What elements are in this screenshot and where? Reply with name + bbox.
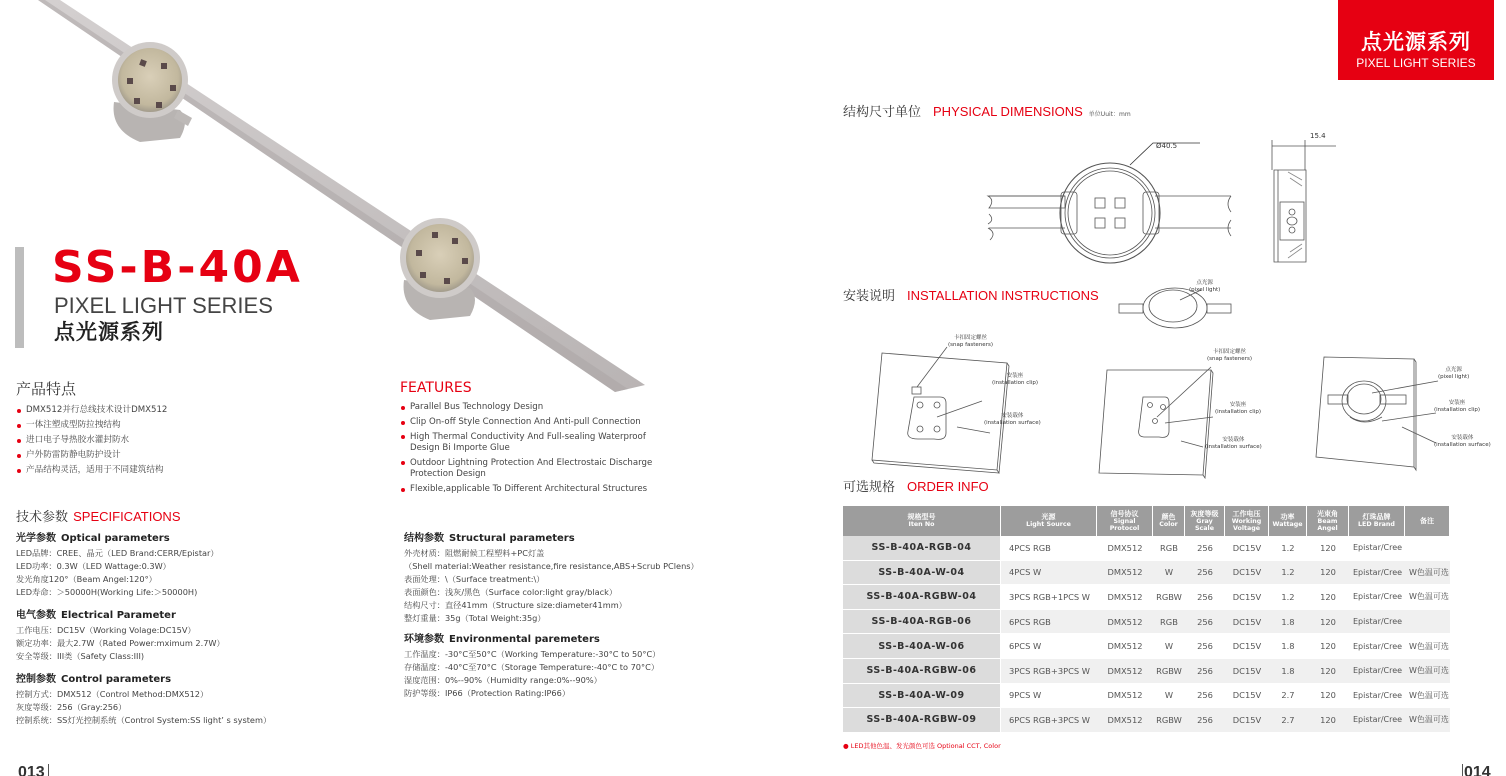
- order-footnote: ● LED其他色温、发光颜色可选 Optional CCT, Color: [843, 742, 1001, 750]
- cell-voltage: DC15V: [1225, 585, 1269, 610]
- optical-title-en: Optical parameters: [61, 533, 170, 544]
- cell-color: RGBW: [1153, 585, 1185, 610]
- spec-line: 外壳材质：阻燃耐候工程塑料+PC灯盖: [404, 548, 545, 558]
- cell-wattage: 2.7: [1269, 708, 1307, 733]
- spec-line: 防护等级：IP66（Protection Rating:IP66）: [404, 688, 571, 698]
- cell-protocol: DMX512: [1097, 536, 1153, 561]
- cell-voltage: DC15V: [1225, 684, 1269, 709]
- installation-clip-label-2: 安装座 (installation clip): [1215, 402, 1261, 415]
- product-model: SS-B-40A: [52, 242, 303, 293]
- electrical-title-cn: 电气参数: [16, 610, 56, 621]
- table-row: [843, 634, 1450, 659]
- spec-line: LED功率：0.3W（LED Wattage:0.3W）: [16, 561, 171, 571]
- cell-light-source: 4PCS RGB: [1001, 536, 1097, 561]
- cell-beam: 120: [1307, 536, 1349, 561]
- cell-note: [1405, 610, 1450, 635]
- structural-params: [404, 532, 699, 625]
- series-title-en: PIXEL LIGHT SERIES: [54, 293, 273, 318]
- electrical-params: [16, 609, 225, 663]
- spec-line: 工作电压：DC15V（Working Volage:DC15V）: [16, 625, 196, 635]
- dimensions-heading-cn: 结构尺寸单位: [843, 105, 922, 120]
- control-title-cn: 控制参数: [16, 674, 56, 685]
- cell-color: W: [1153, 561, 1185, 586]
- cell-beam: 120: [1307, 684, 1349, 709]
- cell-note: W色温可选: [1405, 684, 1450, 709]
- cell-protocol: DMX512: [1097, 561, 1153, 586]
- features-cn-heading: 产品特点: [16, 380, 77, 398]
- electrical-title-en: Electrical Parameter: [61, 610, 176, 621]
- col-item-no: 规格型号 Iten No: [843, 506, 1001, 536]
- features-en-heading: FEATURES: [400, 380, 472, 396]
- cell-voltage: DC15V: [1225, 536, 1269, 561]
- cell-color: W: [1153, 634, 1185, 659]
- dimensions-heading: [843, 101, 1131, 120]
- installation-surface-label: 安装载体 (installation surface): [984, 413, 1041, 426]
- cell-model: SS-B-40A-RGBW-04: [843, 585, 1001, 610]
- cell-voltage: DC15V: [1225, 634, 1269, 659]
- spec-line: 安全等级：III类（Safety Class:III): [16, 651, 145, 661]
- feature-en-item: Clip On-off Style Connection And Anti-pull Connection: [400, 415, 690, 430]
- environmental-params: [404, 633, 660, 700]
- cell-gray: 256: [1185, 684, 1225, 709]
- cell-wattage: 1.2: [1269, 585, 1307, 610]
- cell-model: SS-B-40A-W-04: [843, 561, 1001, 586]
- page-number-right: 014: [1464, 764, 1491, 776]
- col-signal-protocol: 信号协议 Signal Protocol: [1097, 506, 1153, 536]
- spec-line: 湿度范围：0%--90%（Humidlty range:0%--90%）: [404, 675, 602, 685]
- spec-line: 工作温度：-30°C至50°C（Working Temperature:-30°C to 50°C）: [404, 649, 661, 659]
- install-step-1: [862, 335, 1082, 475]
- cell-model: SS-B-40A-RGBW-06: [843, 659, 1001, 684]
- cell-voltage: DC15V: [1225, 708, 1269, 733]
- feature-cn-item: DMX512并行总线技术设计DMX512: [16, 403, 167, 418]
- col-color: 颜色 Color: [1153, 506, 1185, 536]
- specs-heading: [16, 506, 181, 527]
- feature-en-item: Outdoor Lightning Protection And Electrostaic Discharge Protection Design: [400, 456, 660, 482]
- cell-protocol: DMX512: [1097, 610, 1153, 635]
- page-number-divider: [48, 764, 49, 776]
- series-tag: [1338, 0, 1494, 80]
- cell-brand: Epistar/Cree: [1349, 708, 1405, 733]
- cell-gray: 256: [1185, 659, 1225, 684]
- cell-wattage: 1.2: [1269, 561, 1307, 586]
- cell-light-source: 3PCS RGB+3PCS W: [1001, 659, 1097, 684]
- cell-voltage: DC15V: [1225, 659, 1269, 684]
- diameter-label: Ø40.5: [1156, 142, 1178, 150]
- installation-surface-label-3: 安装载体 (installation surface): [1434, 435, 1491, 448]
- cell-voltage: DC15V: [1225, 561, 1269, 586]
- structural-title-cn: 结构参数: [404, 533, 444, 544]
- control-title-en: Control parameters: [61, 674, 172, 685]
- feature-cn-item: 产品结构灵活，适用于不同建筑结构: [16, 463, 167, 478]
- cell-color: RGBW: [1153, 708, 1185, 733]
- cell-model: SS-B-40A-RGBW-09: [843, 708, 1001, 733]
- features-cn: [16, 380, 167, 478]
- thickness-label: 15.4: [1310, 132, 1326, 140]
- installation-clip-label-3: 安装座 (installation clip): [1434, 400, 1480, 413]
- spec-line: LED寿命：＞50000H(Working Life:＞50000H): [16, 587, 198, 597]
- cell-gray: 256: [1185, 708, 1225, 733]
- col-led-brand: 灯珠品牌 LED Brand: [1349, 506, 1405, 536]
- series-tag-en: PIXEL LIGHT SERIES: [1356, 56, 1476, 70]
- cell-gray: 256: [1185, 634, 1225, 659]
- pixel-light-label: 点光源 (pixel light): [1189, 280, 1221, 293]
- series-title-cn: 点光源系列: [54, 320, 164, 344]
- cell-gray: 256: [1185, 536, 1225, 561]
- cell-color: W: [1153, 684, 1185, 709]
- cell-light-source: 4PCS W: [1001, 561, 1097, 586]
- feature-cn-item: 一体注塑成型防拉拽结构: [16, 418, 167, 433]
- cell-color: RGB: [1153, 610, 1185, 635]
- spec-line: （Shell material:Weather resistance,fire resistance,ABS+Scrub PClens）: [404, 561, 699, 571]
- table-row: [843, 684, 1450, 709]
- cell-light-source: 6PCS RGB: [1001, 610, 1097, 635]
- series-tag-cn: 点光源系列: [1361, 30, 1471, 54]
- cell-beam: 120: [1307, 708, 1349, 733]
- order-heading-cn: 可选规格: [843, 480, 896, 495]
- structural-title-en: Structural parameters: [449, 533, 575, 544]
- side-view-drawing: [1268, 130, 1338, 275]
- cell-protocol: DMX512: [1097, 684, 1153, 709]
- snap-fasteners-label: 卡扣固定螺丝 (snap fasteners): [948, 335, 993, 348]
- col-wattage: 功率 Wattage: [1269, 506, 1307, 536]
- cell-wattage: 1.8: [1269, 610, 1307, 635]
- spec-line: 额定功率：最大2.7W（Rated Power:mximum 2.7W）: [16, 638, 225, 648]
- cell-wattage: 1.2: [1269, 536, 1307, 561]
- dimensions-heading-en: PHYSICAL DIMENSIONS: [933, 104, 1083, 119]
- optical-title-cn: 光学参数: [16, 533, 56, 544]
- cell-wattage: 1.8: [1269, 659, 1307, 684]
- table-row: [843, 585, 1450, 610]
- feature-en-item: Flexible,applicable To Different Architectural Structures: [400, 482, 690, 497]
- feature-en-item: Parallel Bus Technology Design: [400, 400, 690, 415]
- environmental-title-en: Environmental paremeters: [449, 634, 600, 645]
- cell-note: W色温可选: [1405, 561, 1450, 586]
- spec-line: 表面处理：\（Surface treatment:\）: [404, 574, 545, 584]
- cell-brand: Epistar/Cree: [1349, 561, 1405, 586]
- optical-params: [16, 532, 219, 599]
- cell-protocol: DMX512: [1097, 708, 1153, 733]
- features-en: [400, 380, 690, 497]
- cell-beam: 120: [1307, 610, 1349, 635]
- table-row: [843, 708, 1450, 733]
- col-light-source: 光源 Light Source: [1001, 506, 1097, 536]
- installation-heading-cn: 安装说明: [843, 289, 896, 304]
- cell-color: RGBW: [1153, 659, 1185, 684]
- cell-light-source: 6PCS RGB+3PCS W: [1001, 708, 1097, 733]
- spec-line: 存储温度：-40°C至70°C（Storage Temperature:-40°C to 70°C）: [404, 662, 660, 672]
- cell-brand: Epistar/Cree: [1349, 659, 1405, 684]
- specs-heading-en: SPECIFICATIONS: [73, 509, 181, 524]
- title-accent-bar: [15, 247, 24, 348]
- cell-note: W色温可选: [1405, 585, 1450, 610]
- installation-heading: [843, 285, 1099, 304]
- cell-brand: Epistar/Cree: [1349, 684, 1405, 709]
- table-row: [843, 659, 1450, 684]
- spec-line: 表面颜色：浅灰/黑色（Surface color:light gray/black）: [404, 587, 618, 597]
- front-view-drawing: [985, 138, 1235, 268]
- feature-en-item: High Thermal Conductivity And Full-sealing Waterproof Design Bi Importe Glue: [400, 430, 660, 456]
- cell-note: W色温可选: [1405, 634, 1450, 659]
- cell-model: SS-B-40A-RGB-04: [843, 536, 1001, 561]
- spec-line: 发光角度120°（Beam Angel:120°）: [16, 574, 157, 584]
- order-heading-en: ORDER INFO: [907, 479, 989, 494]
- order-table: [843, 506, 1450, 733]
- spec-line: 结构尺寸：直径41mm（Structure size:diameter41mm）: [404, 600, 627, 610]
- cell-color: RGB: [1153, 536, 1185, 561]
- cell-gray: 256: [1185, 561, 1225, 586]
- cell-beam: 120: [1307, 585, 1349, 610]
- snap-fasteners-label-2: 卡扣固定螺丝 (snap fasteners): [1207, 349, 1252, 362]
- installation-clip-label: 安装座 (installation clip): [992, 373, 1038, 386]
- cell-protocol: DMX512: [1097, 634, 1153, 659]
- page-number-divider-right: [1462, 764, 1463, 776]
- install-step-2: [1095, 345, 1295, 480]
- page-number-left: 013: [18, 764, 45, 776]
- pixel-light-preview: [1115, 282, 1235, 332]
- cell-beam: 120: [1307, 634, 1349, 659]
- table-row: [843, 610, 1450, 635]
- cell-light-source: 9PCS W: [1001, 684, 1097, 709]
- cell-protocol: DMX512: [1097, 585, 1153, 610]
- install-step-3: [1310, 345, 1506, 480]
- cell-note: [1405, 536, 1450, 561]
- spec-line: 控制系统：SS灯光控制系统（Control System:SS light’ s system）: [16, 715, 272, 725]
- cell-protocol: DMX512: [1097, 659, 1153, 684]
- feature-cn-item: 户外防雷防静电防护设计: [16, 448, 167, 463]
- cell-wattage: 2.7: [1269, 684, 1307, 709]
- cell-wattage: 1.8: [1269, 634, 1307, 659]
- col-remarks: 备注: [1405, 506, 1450, 536]
- table-row: [843, 536, 1450, 561]
- cell-beam: 120: [1307, 561, 1349, 586]
- cell-voltage: DC15V: [1225, 610, 1269, 635]
- col-gray-scale: 灰度等级 Gray Scale: [1185, 506, 1225, 536]
- cell-brand: Epistar/Cree: [1349, 634, 1405, 659]
- cell-model: SS-B-40A-W-09: [843, 684, 1001, 709]
- col-working-voltage: 工作电压 Working Voltage: [1225, 506, 1269, 536]
- cell-brand: Epistar/Cree: [1349, 536, 1405, 561]
- spec-line: 控制方式：DMX512（Control Method:DMX512）: [16, 689, 209, 699]
- cell-beam: 120: [1307, 659, 1349, 684]
- cell-gray: 256: [1185, 585, 1225, 610]
- cell-model: SS-B-40A-RGB-06: [843, 610, 1001, 635]
- environmental-title-cn: 环境参数: [404, 634, 444, 645]
- control-params: [16, 673, 271, 727]
- cell-light-source: 3PCS RGB+1PCS W: [1001, 585, 1097, 610]
- cell-brand: Epistar/Cree: [1349, 610, 1405, 635]
- installation-surface-label-2: 安装载体 (installation surface): [1205, 437, 1262, 450]
- table-row: [843, 561, 1450, 586]
- dimensions-unit: 单位Uuit：mm: [1088, 111, 1131, 118]
- cell-brand: Epistar/Cree: [1349, 585, 1405, 610]
- installation-heading-en: INSTALLATION INSTRUCTIONS: [907, 288, 1099, 303]
- specs-heading-cn: 技术参数: [16, 510, 69, 525]
- col-beam-angle: 光束角 Beam Angel: [1307, 506, 1349, 536]
- order-heading: [843, 476, 989, 495]
- cell-note: W色温可选: [1405, 659, 1450, 684]
- cell-gray: 256: [1185, 610, 1225, 635]
- pixel-light-label-2: 点光源 (pixel light): [1438, 367, 1470, 380]
- spec-line: LED品牌：CREE、晶元（LED Brand:CERR/Epistar）: [16, 548, 219, 558]
- cell-note: W色温可选: [1405, 708, 1450, 733]
- spec-line: 整灯重量：35g（Total Weight:35g）: [404, 613, 546, 623]
- cell-model: SS-B-40A-W-06: [843, 634, 1001, 659]
- spec-line: 灰度等级：256（Gray:256）: [16, 702, 127, 712]
- feature-cn-item: 进口电子导热胶水灌封防水: [16, 433, 167, 448]
- cell-light-source: 6PCS W: [1001, 634, 1097, 659]
- table-header-row: [843, 506, 1450, 536]
